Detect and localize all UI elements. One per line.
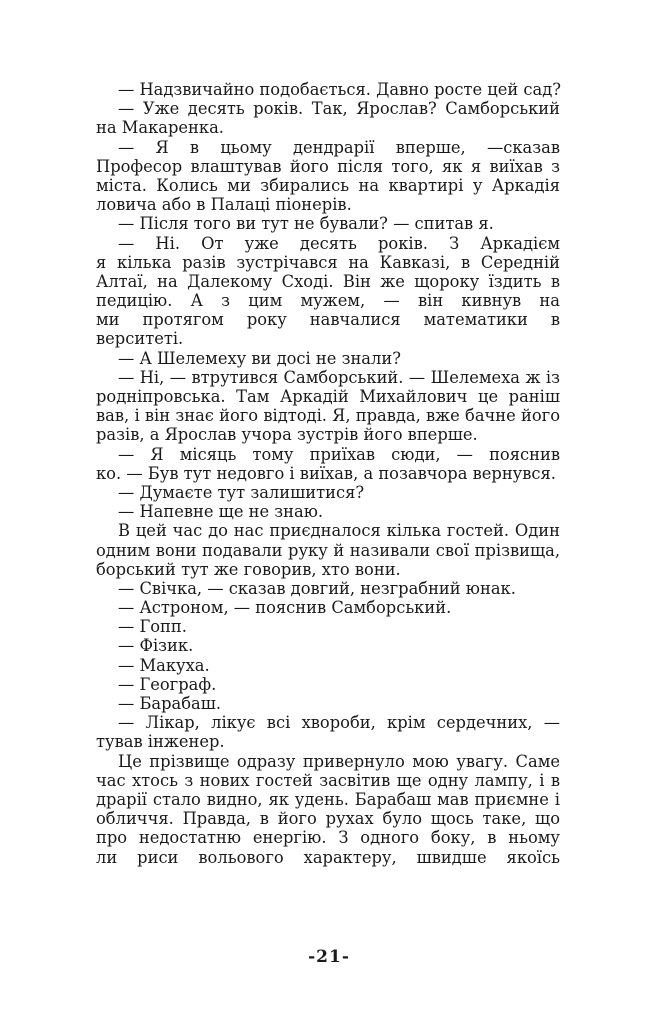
text-line: верситеті. [96,329,184,349]
text-line: — Астроном, — пояснив Самборський. [118,598,452,618]
text-line: борський тут же говорив, хто вони. [96,559,401,579]
text-line: — Після того ви тут не бували? — спитав я. [118,214,494,234]
text-line: — Гопп. [118,617,187,637]
text-line: — Лікар, лікує всі хвороби, крім сердечних, — [118,713,560,733]
text-line: — Ні, — втрутився Самборський. — Шелемеха ж із [118,367,560,387]
text-line: — Напевне ще не знаю. [118,502,324,522]
text-line: В цей час до нас приєдналося кілька гостей. Один [118,521,560,541]
text-line: на Макаренка. [96,118,224,138]
text-line: час хтось з нових гостей засвітив ще одну лампу, і в [96,770,560,790]
text-line: — Я в цьому дендрарії вперше, —сказав [118,137,560,157]
text-line: разів, а Ярослав учора зустрів його вперше. [96,425,478,445]
text-line: — А Шелемеху ви досі не знали? [118,348,401,368]
text-line: про недостатню енергію. З одного боку, в ньому [96,828,560,848]
text-line: — Географ. [118,674,217,694]
text-line: ли риси вольового характеру, швидше якоїсь [96,847,560,867]
page-number: -21- [308,947,350,967]
text-line: — Ні. От уже десять років. З Аркадієм [118,233,560,253]
text-line: я кілька разів зустрічався на Кавказі, в Середній [96,252,560,272]
text-line: — Я місяць тому приїхав сюди, — пояснив [118,444,560,464]
text-line: міста. Колись ми збирались на квартирі у Аркадія [96,175,560,195]
text-line: Це прізвище одразу привернуло мою увагу. Саме [118,751,560,771]
text-line: — Фізик. [118,636,194,656]
text-line: вав, і він знає його відтоді. Я, правда, вже бачне його [96,406,560,426]
text-line: Професор влаштував його після того, як я виїхав з [96,156,560,176]
text-line: педицію. А з цим мужем, — він кивнув на [96,291,560,311]
text-line: — Надзвичайно подобається. Давно росте цей сад? [118,80,561,99]
text-line: родніпровська. Там Аркадій Михайлович це раніш [96,387,560,406]
text-line: ловича або в Палаці піонерів. [96,195,352,215]
text-line: — Думаєте тут залишитися? [118,482,365,502]
text-line: ко. — Був тут недовго і виїхав, а позавчора вернувся. [96,463,556,483]
text-line: — Уже десять років. Так, Ярослав? Самборський [118,99,560,119]
body-text [96,80,560,867]
text-line: тував інженер. [96,732,225,752]
text-line: — Свічка, — сказав довгий, незграбний юнак. [118,578,516,598]
text-line: драрії стало видно, як удень. Барабаш мав приємне і [96,789,560,809]
text-line: обличчя. Правда, в його рухах було щось таке, що [96,809,560,829]
text-line: ми протягом року навчалися математики в [96,310,560,330]
text-line: — Макуха. [118,655,210,675]
text-line: Алтаї, на Далекому Сході. Він же щороку їздить в [96,271,560,291]
text-line: — Барабаш. [118,694,222,713]
text-line: одним вони подавали руку й називали свої прізвища, [96,540,560,560]
